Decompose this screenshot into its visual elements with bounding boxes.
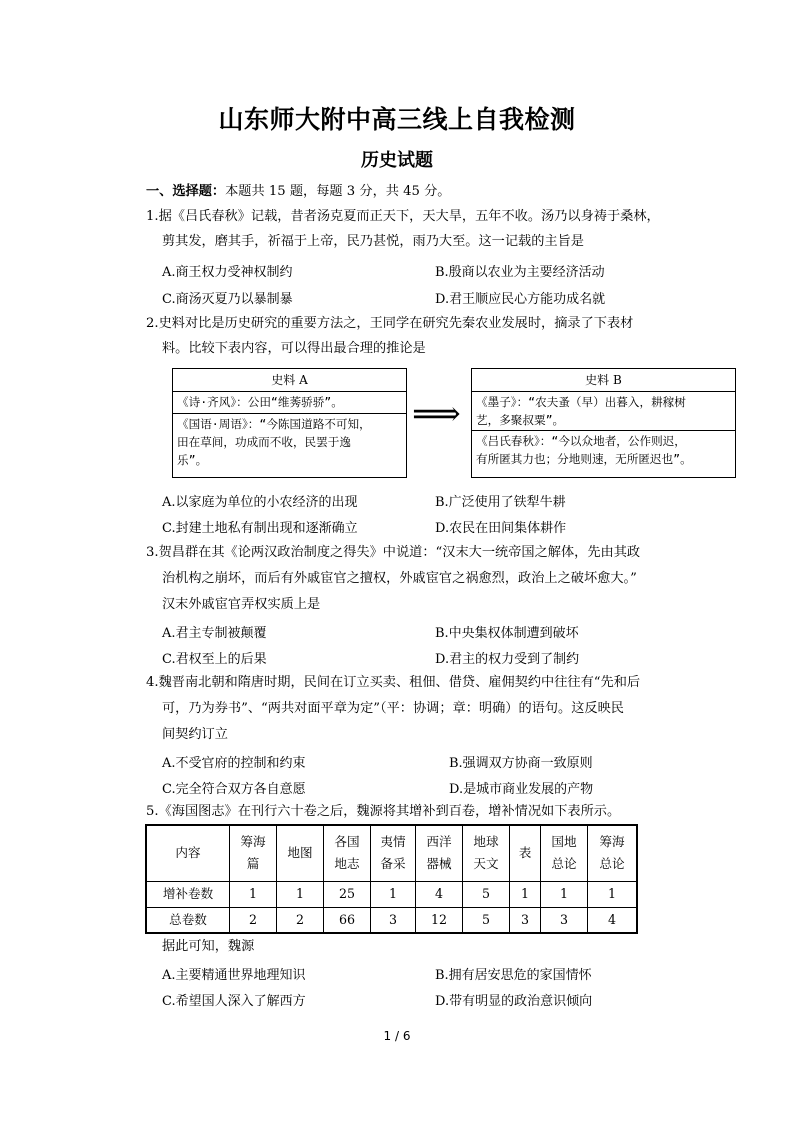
- source-a-row2-line1: 《国语·周语》：“今陈国道路不可知，: [177, 417, 371, 431]
- q1-line2: 剪其发，磨其手，祈福于上帝，民乃甚悦，雨乃大至。这一记载的主旨是: [162, 234, 584, 249]
- q2-line1: 2.史料对比是历史研究的重要方法之，王同学在研究先秦农业发展时，摘录了下表材: [146, 316, 634, 331]
- q1-line1: 1.据《吕氏春秋》记载，昔者汤克夏而正天下，天大旱，五年不收。汤乃以身祷于桑林，: [146, 209, 660, 224]
- source-b-heading: 史料 B: [472, 369, 735, 392]
- table-header-cell: 夷情 备采: [371, 825, 416, 881]
- q4-line1: 4.魏晋南北朝和隋唐时期，民间在订立买卖、租佃、借贷、雇佣契约中往往有“先和后: [146, 675, 641, 690]
- page-subtitle: 历史试题: [361, 150, 433, 171]
- table-header-cell: 表: [510, 825, 541, 881]
- table-cell: 25: [324, 881, 371, 907]
- source-b-box: [471, 368, 736, 478]
- table-cell: 1: [588, 881, 638, 907]
- source-a-row2-line2: 田在草间，功成而不收，民罢于逸: [177, 435, 351, 449]
- q1-option-c: C.商汤灭夏乃以暴制暴: [162, 292, 293, 307]
- table-row: [146, 881, 637, 907]
- q3-line2: 治机构之崩坏，而后有外戚宦官之擅权，外戚宦官之祸愈烈，政治上之破坏愈大。”: [162, 571, 637, 586]
- table-cell: 5: [463, 907, 510, 933]
- q3-option-a: A.君主专制被颠覆: [162, 626, 267, 641]
- q4-option-d: D.是城市商业发展的产物: [449, 782, 594, 797]
- q3-option-d: D.君主的权力受到了制约: [435, 652, 580, 667]
- table-cell: 2: [230, 907, 277, 933]
- q4-option-c: C.完全符合双方各自意愿: [162, 782, 306, 797]
- source-b-row2-line2: 有所匿其力也；分地则速，无所匿迟也”。: [476, 452, 692, 466]
- table-cell: 3: [541, 907, 588, 933]
- q2-option-a: A.以家庭为单位的小农经济的出现: [162, 495, 358, 510]
- table-cell: 66: [324, 907, 371, 933]
- section-desc: 本题共 15 题，每题 3 分，共 45 分。: [225, 184, 451, 199]
- q5-table: [145, 824, 638, 934]
- table-header-cell: 地球 天文: [463, 825, 510, 881]
- q4-option-b: B.强调双方协商一致原则: [449, 756, 593, 771]
- q1-option-a: A.商王权力受神权制约: [162, 265, 293, 280]
- table-cell: 增补卷数: [146, 881, 230, 907]
- source-b-row1-line2: 艺，多聚叔粟”。: [476, 413, 565, 427]
- source-a-row2-line3: 乐”。: [177, 453, 208, 467]
- table-cell: 1: [277, 881, 324, 907]
- q3-line1: 3.贺昌群在其《论两汉政治制度之得失》中说道：“汉末大一统帝国之解体，先由其政: [146, 545, 641, 560]
- section-heading: [146, 183, 450, 201]
- page-title: 山东师大附中高三线上自我检测: [218, 105, 576, 134]
- source-b-row2-line1: 《吕氏春秋》：“今以众地者，公作则迟，: [476, 434, 686, 448]
- q4-line2: 可，乃为券书”、“两共对面平章为定”（平：协调；章：明确）的语句。这反映民: [162, 701, 624, 716]
- table-cell: 总卷数: [146, 907, 230, 933]
- table-header-cell: 地图: [277, 825, 324, 881]
- q1-option-b: B.殷商以农业为主要经济活动: [435, 265, 605, 280]
- page-number: 1 / 6: [383, 1029, 411, 1043]
- source-a-box: [172, 368, 407, 478]
- table-header-cell: 筹海 篇: [230, 825, 277, 881]
- q3-option-b: B.中央集权体制遭到破坏: [435, 626, 579, 641]
- table-header-cell: 国地 总论: [541, 825, 588, 881]
- q2-option-b: B.广泛使用了铁犁牛耕: [435, 495, 566, 510]
- table-cell: 1: [541, 881, 588, 907]
- q3-line3: 汉末外戚宦官弄权实质上是: [162, 597, 321, 612]
- table-cell: 4: [588, 907, 638, 933]
- table-header-cell: 各国 地志: [324, 825, 371, 881]
- source-a-heading: 史料 A: [173, 369, 406, 392]
- q1-option-d: D.君王顺应民心方能功成名就: [435, 292, 606, 307]
- q3-option-c: C.君权至上的后果: [162, 652, 267, 667]
- table-cell: 2: [277, 907, 324, 933]
- q2-line2: 料。比较下表内容，可以得出最合理的推论是: [162, 341, 426, 356]
- table-cell: 4: [416, 881, 463, 907]
- table-cell: 3: [510, 907, 541, 933]
- arrow-icon: ⟹: [412, 394, 461, 434]
- table-header-cell: 内容: [146, 825, 230, 881]
- q5-after-text: 据此可知，魏源: [162, 939, 255, 954]
- table-cell: 1: [230, 881, 277, 907]
- q4-line3: 间契约订立: [162, 727, 228, 742]
- q5-option-a: A.主要精通世界地理知识: [162, 968, 306, 983]
- table-cell: 3: [371, 907, 416, 933]
- q5-option-b: B.拥有居安思危的家国情怀: [435, 968, 592, 983]
- q2-option-c: C.封建土地私有制出现和逐渐确立: [162, 521, 358, 536]
- source-b-row1-line1: 《墨子》：“农夫蚤（早）出暮入，耕稼树: [476, 395, 686, 409]
- table-header-cell: 筹海 总论: [588, 825, 638, 881]
- q5-option-d: D.带有明显的政治意识倾向: [435, 994, 593, 1009]
- q5-line1: 5.《海国图志》在刊行六十卷之后，魏源将其增补到百卷，增补情况如下表所示。: [146, 804, 621, 819]
- table-cell: 1: [371, 881, 416, 907]
- table-cell: 12: [416, 907, 463, 933]
- table-cell: 5: [463, 881, 510, 907]
- table-header-cell: 西洋 器械: [416, 825, 463, 881]
- table-row: [146, 907, 637, 933]
- q4-option-a: A.不受官府的控制和约束: [162, 756, 306, 771]
- section-label: 一、选择题：: [146, 184, 226, 199]
- q2-option-d: D.农民在田间集体耕作: [435, 521, 567, 536]
- table-cell: 1: [510, 881, 541, 907]
- q5-option-c: C.希望国人深入了解西方: [162, 994, 306, 1009]
- source-a-row1: 《诗·齐风》：公田“维莠骄骄”。: [177, 395, 343, 409]
